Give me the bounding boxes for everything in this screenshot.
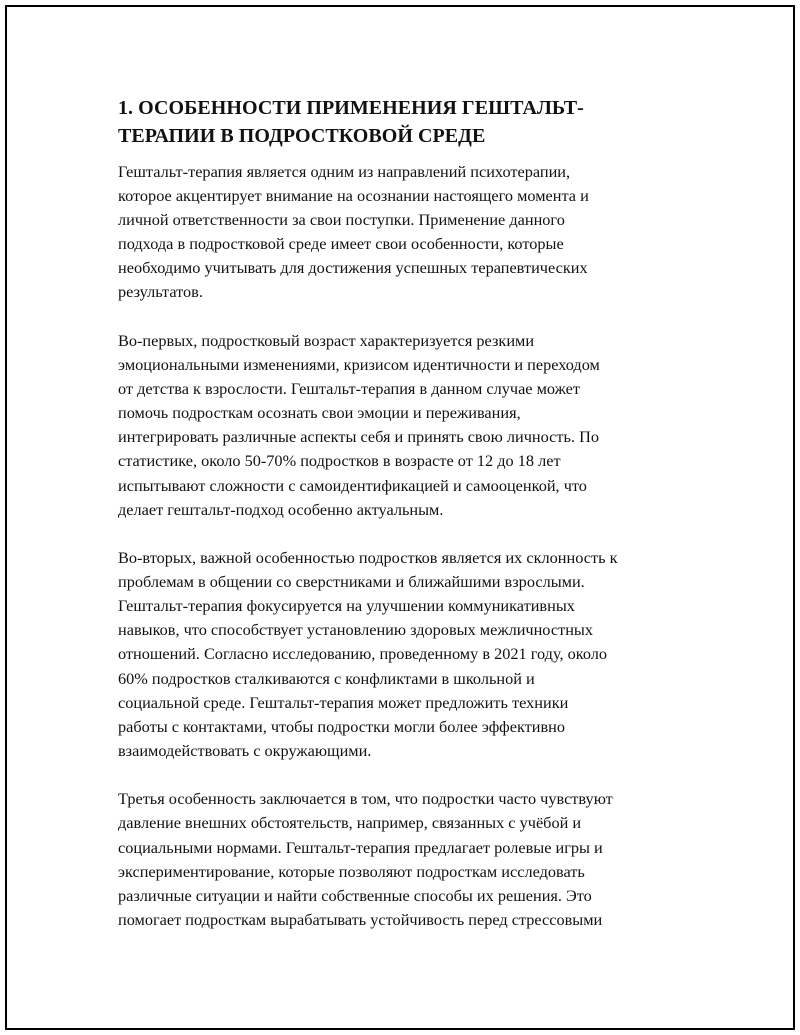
- text-line: необходимо учитывать для достижения успешных терапевтических: [118, 258, 588, 278]
- text-line: социальными нормами. Гештальт-терапия предлагает ролевые игры и: [118, 837, 603, 857]
- paragraph-first: [118, 329, 690, 522]
- text-line: проблемам в общении со сверстниками и ближайшими взрослыми.: [118, 572, 585, 592]
- text-line: Во-первых, подростковый возраст характеризуется резкими: [118, 330, 535, 350]
- text-line: результатов.: [118, 282, 203, 302]
- text-line: экспериментирование, которые позволяют подросткам исследовать: [118, 861, 585, 881]
- text-line: различные ситуации и найти собственные способы их решения. Это: [118, 885, 592, 905]
- text-line: навыков, что способствует установлению здоровых межличностных: [118, 620, 593, 640]
- text-line: взаимодействовать с окружающими.: [118, 740, 372, 760]
- text-line: личной ответственности за свои поступки. Применение данного: [118, 210, 565, 230]
- text-line: подхода в подростковой среде имеет свои особенности, которые: [118, 234, 564, 254]
- paragraph-second: [118, 546, 690, 763]
- text-line: 60% подростков сталкиваются с конфликтами в школьной и: [118, 668, 535, 688]
- document-body: [118, 94, 690, 932]
- text-line: от детства к взрослости. Гештальт-терапия в данном случае может: [118, 379, 581, 399]
- heading-line: ТЕРАПИИ В ПОДРОСТКОВОЙ СРЕДЕ: [118, 125, 486, 147]
- paragraph-intro: [118, 160, 690, 305]
- text-line: Гештальт-терапия является одним из направлений психотерапии,: [118, 162, 571, 181]
- text-line: делает гештальт-подход особенно актуальным.: [118, 499, 444, 519]
- paragraph-third: [118, 787, 690, 932]
- section-heading: [118, 94, 690, 150]
- text-line: работы с контактами, чтобы подростки могли более эффективно: [118, 716, 566, 736]
- text-line: интегрировать различные аспекты себя и принять свою личность. По: [118, 427, 599, 447]
- text-line: которое акцентирует внимание на осознании настоящего момента и: [118, 186, 589, 206]
- text-line: статистике, около 50-70% подростков в возрасте от 12 до 18 лет: [118, 451, 561, 471]
- text-line: отношений. Согласно исследованию, проведенному в 2021 году, около: [118, 644, 608, 664]
- text-line: Третья особенность заключается в том, что подростки часто чувствуют: [118, 789, 613, 809]
- text-line: испытывают сложности с самоидентификацией и самооценкой, что: [118, 475, 587, 495]
- text-line: помочь подросткам осознать свои эмоции и переживания,: [118, 403, 521, 423]
- heading-line: 1. ОСОБЕННОСТИ ПРИМЕНЕНИЯ ГЕШТАЛЬТ-: [118, 97, 584, 119]
- text-line: эмоциональными изменениями, кризисом идентичности и переходом: [118, 355, 600, 375]
- text-line: Гештальт-терапия фокусируется на улучшении коммуникативных: [118, 596, 575, 616]
- text-line: помогает подросткам вырабатывать устойчивость перед стрессовыми: [118, 909, 603, 929]
- text-line: Во-вторых, важной особенностью подростков является их склонность к: [118, 548, 618, 568]
- text-line: давление внешних обстоятельств, например, связанных с учёбой и: [118, 813, 582, 833]
- text-line: социальной среде. Гештальт-терапия может предложить техники: [118, 692, 569, 712]
